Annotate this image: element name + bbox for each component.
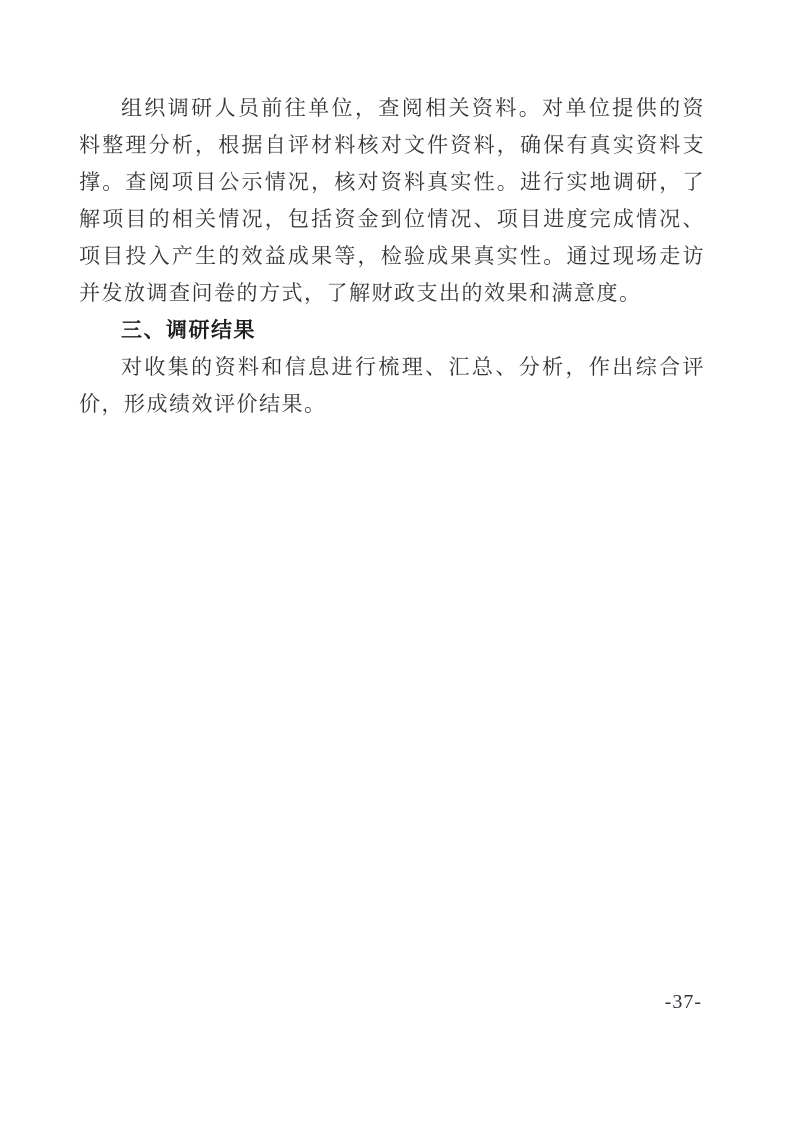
page-number: -37- bbox=[664, 991, 702, 1013]
paragraph-research-results: 对收集的资料和信息进行梳理、汇总、分析，作出综合评价，形成绩效评价结果。 bbox=[79, 355, 705, 416]
section-heading-research-results: 三、调研结果 bbox=[121, 319, 256, 342]
paragraph-research-process: 组织调研人员前往单位，查阅相关资料。对单位提供的资料整理分析，根据自评材料核对文件资料，确保有真实资料支撑。查阅项目公示情况，核对资料真实性。进行实地调研，了解项目的相关情况，包括资金到位情况、项目进度完成情况、项目投入产生的效益成果等，检验成果真实性。通过现场走访并发放调查问卷的方式，了解财政支出的效果和满意度。 bbox=[79, 96, 705, 305]
document-content bbox=[79, 90, 705, 423]
